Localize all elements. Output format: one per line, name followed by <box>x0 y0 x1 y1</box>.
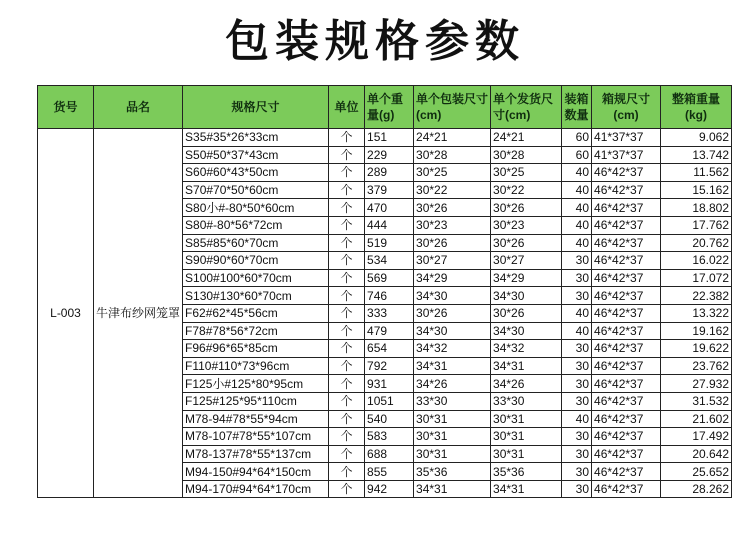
weight-cell: 151 <box>365 129 414 147</box>
header-box-weight: 整箱重量(kg) <box>661 86 732 129</box>
box-weight-cell: 15.162 <box>661 181 732 199</box>
ship-size-cell: 30*26 <box>491 234 562 252</box>
spec-cell: M94-170#94*64*170cm <box>183 480 329 498</box>
box-weight-cell: 18.802 <box>661 199 732 217</box>
box-size-cell: 46*42*37 <box>592 357 661 375</box>
ship-size-cell: 34*30 <box>491 287 562 305</box>
unit-cell: 个 <box>329 463 365 481</box>
box-size-cell: 46*42*37 <box>592 392 661 410</box>
weight-cell: 931 <box>365 375 414 393</box>
weight-cell: 229 <box>365 146 414 164</box>
ship-size-cell: 30*26 <box>491 304 562 322</box>
box-size-cell: 46*42*37 <box>592 287 661 305</box>
header-code: 货号 <box>38 86 94 129</box>
box-weight-cell: 21.602 <box>661 410 732 428</box>
pack-size-cell: 30*26 <box>414 199 491 217</box>
box-weight-cell: 13.742 <box>661 146 732 164</box>
box-size-cell: 46*42*37 <box>592 252 661 270</box>
box-qty-cell: 60 <box>562 129 592 147</box>
header-ship-size: 单个发货尺寸(cm) <box>491 86 562 129</box>
pack-size-cell: 24*21 <box>414 129 491 147</box>
box-size-cell: 46*42*37 <box>592 181 661 199</box>
box-size-cell: 46*42*37 <box>592 410 661 428</box>
table-header-row <box>38 86 732 129</box>
box-qty-cell: 30 <box>562 287 592 305</box>
ship-size-cell: 30*31 <box>491 445 562 463</box>
spec-cell: M94-150#94*64*150cm <box>183 463 329 481</box>
box-weight-cell: 19.162 <box>661 322 732 340</box>
ship-size-cell: 35*36 <box>491 463 562 481</box>
pack-size-cell: 34*32 <box>414 340 491 358</box>
box-qty-cell: 40 <box>562 181 592 199</box>
header-weight: 单个重量(g) <box>365 86 414 129</box>
box-weight-cell: 9.062 <box>661 129 732 147</box>
box-qty-cell: 40 <box>562 322 592 340</box>
box-qty-cell: 30 <box>562 480 592 498</box>
box-qty-cell: 30 <box>562 445 592 463</box>
unit-cell: 个 <box>329 234 365 252</box>
weight-cell: 540 <box>365 410 414 428</box>
box-weight-cell: 20.762 <box>661 234 732 252</box>
box-weight-cell: 25.652 <box>661 463 732 481</box>
weight-cell: 479 <box>365 322 414 340</box>
pack-size-cell: 34*30 <box>414 322 491 340</box>
weight-cell: 942 <box>365 480 414 498</box>
ship-size-cell: 34*32 <box>491 340 562 358</box>
table-body <box>38 129 732 498</box>
box-qty-cell: 40 <box>562 216 592 234</box>
spec-cell: F96#96*65*85cm <box>183 340 329 358</box>
unit-cell: 个 <box>329 181 365 199</box>
ship-size-cell: 30*31 <box>491 410 562 428</box>
box-qty-cell: 30 <box>562 357 592 375</box>
spec-cell: F62#62*45*56cm <box>183 304 329 322</box>
unit-cell: 个 <box>329 322 365 340</box>
box-weight-cell: 27.932 <box>661 375 732 393</box>
ship-size-cell: 30*26 <box>491 199 562 217</box>
weight-cell: 444 <box>365 216 414 234</box>
box-size-cell: 46*42*37 <box>592 322 661 340</box>
spec-cell: S80#-80*56*72cm <box>183 216 329 234</box>
unit-cell: 个 <box>329 146 365 164</box>
weight-cell: 583 <box>365 428 414 446</box>
box-qty-cell: 30 <box>562 463 592 481</box>
ship-size-cell: 30*23 <box>491 216 562 234</box>
box-qty-cell: 40 <box>562 234 592 252</box>
box-qty-cell: 30 <box>562 252 592 270</box>
box-qty-cell: 30 <box>562 375 592 393</box>
box-qty-cell: 40 <box>562 199 592 217</box>
ship-size-cell: 34*29 <box>491 269 562 287</box>
unit-cell: 个 <box>329 304 365 322</box>
box-weight-cell: 17.072 <box>661 269 732 287</box>
box-size-cell: 46*42*37 <box>592 375 661 393</box>
weight-cell: 1051 <box>365 392 414 410</box>
box-size-cell: 41*37*37 <box>592 129 661 147</box>
weight-cell: 534 <box>365 252 414 270</box>
pack-size-cell: 30*23 <box>414 216 491 234</box>
ship-size-cell: 30*28 <box>491 146 562 164</box>
weight-cell: 855 <box>365 463 414 481</box>
page-title: 包装规格参数 <box>225 16 525 67</box>
box-qty-cell: 30 <box>562 269 592 287</box>
pack-size-cell: 30*26 <box>414 304 491 322</box>
unit-cell: 个 <box>329 129 365 147</box>
box-weight-cell: 20.642 <box>661 445 732 463</box>
pack-size-cell: 34*30 <box>414 287 491 305</box>
unit-cell: 个 <box>329 199 365 217</box>
ship-size-cell: 34*26 <box>491 375 562 393</box>
unit-cell: 个 <box>329 357 365 375</box>
ship-size-cell: 34*30 <box>491 322 562 340</box>
box-size-cell: 46*42*37 <box>592 304 661 322</box>
box-weight-cell: 22.382 <box>661 287 732 305</box>
product-code: L-003 <box>38 129 94 498</box>
box-size-cell: 41*37*37 <box>592 146 661 164</box>
box-size-cell: 46*42*37 <box>592 340 661 358</box>
pack-size-cell: 30*31 <box>414 445 491 463</box>
ship-size-cell: 33*30 <box>491 392 562 410</box>
weight-cell: 289 <box>365 164 414 182</box>
box-weight-cell: 31.532 <box>661 392 732 410</box>
spec-cell: M78-137#78*55*137cm <box>183 445 329 463</box>
box-qty-cell: 40 <box>562 164 592 182</box>
weight-cell: 746 <box>365 287 414 305</box>
unit-cell: 个 <box>329 164 365 182</box>
pack-size-cell: 30*28 <box>414 146 491 164</box>
header-spec: 规格尺寸 <box>183 86 329 129</box>
box-weight-cell: 16.022 <box>661 252 732 270</box>
unit-cell: 个 <box>329 340 365 358</box>
unit-cell: 个 <box>329 392 365 410</box>
spec-cell: S90#90*60*70cm <box>183 252 329 270</box>
product-name: 牛津布纱网笼罩 <box>94 129 183 498</box>
header-box-size: 箱规尺寸(cm) <box>592 86 661 129</box>
packaging-spec-table <box>37 85 732 498</box>
box-weight-cell: 23.762 <box>661 357 732 375</box>
spec-cell: S35#35*26*33cm <box>183 129 329 147</box>
spec-cell: S80小#-80*50*60cm <box>183 199 329 217</box>
spec-cell: S70#70*50*60cm <box>183 181 329 199</box>
box-weight-cell: 17.492 <box>661 428 732 446</box>
pack-size-cell: 34*29 <box>414 269 491 287</box>
box-qty-cell: 60 <box>562 146 592 164</box>
spec-cell: S85#85*60*70cm <box>183 234 329 252</box>
box-weight-cell: 11.562 <box>661 164 732 182</box>
box-size-cell: 46*42*37 <box>592 463 661 481</box>
box-size-cell: 46*42*37 <box>592 216 661 234</box>
weight-cell: 519 <box>365 234 414 252</box>
ship-size-cell: 34*31 <box>491 357 562 375</box>
box-weight-cell: 13.322 <box>661 304 732 322</box>
spec-cell: M78-94#78*55*94cm <box>183 410 329 428</box>
box-size-cell: 46*42*37 <box>592 428 661 446</box>
box-qty-cell: 40 <box>562 304 592 322</box>
ship-size-cell: 24*21 <box>491 129 562 147</box>
box-size-cell: 46*42*37 <box>592 445 661 463</box>
box-qty-cell: 30 <box>562 340 592 358</box>
pack-size-cell: 33*30 <box>414 392 491 410</box>
weight-cell: 569 <box>365 269 414 287</box>
spec-cell: F110#110*73*96cm <box>183 357 329 375</box>
box-size-cell: 46*42*37 <box>592 164 661 182</box>
ship-size-cell: 34*31 <box>491 480 562 498</box>
box-qty-cell: 30 <box>562 392 592 410</box>
box-weight-cell: 19.622 <box>661 340 732 358</box>
unit-cell: 个 <box>329 287 365 305</box>
pack-size-cell: 34*26 <box>414 375 491 393</box>
box-size-cell: 46*42*37 <box>592 234 661 252</box>
box-qty-cell: 30 <box>562 428 592 446</box>
pack-size-cell: 34*31 <box>414 357 491 375</box>
pack-size-cell: 30*31 <box>414 428 491 446</box>
weight-cell: 792 <box>365 357 414 375</box>
unit-cell: 个 <box>329 428 365 446</box>
spec-cell: S60#60*43*50cm <box>183 164 329 182</box>
header-pack-size: 单个包装尺寸(cm) <box>414 86 491 129</box>
header-name: 品名 <box>94 86 183 129</box>
unit-cell: 个 <box>329 252 365 270</box>
header-box-qty: 装箱数量 <box>562 86 592 129</box>
pack-size-cell: 30*22 <box>414 181 491 199</box>
unit-cell: 个 <box>329 375 365 393</box>
unit-cell: 个 <box>329 410 365 428</box>
pack-size-cell: 35*36 <box>414 463 491 481</box>
spec-cell: S50#50*37*43cm <box>183 146 329 164</box>
box-size-cell: 46*42*37 <box>592 269 661 287</box>
ship-size-cell: 30*31 <box>491 428 562 446</box>
spec-cell: S100#100*60*70cm <box>183 269 329 287</box>
spec-cell: F125#125*95*110cm <box>183 392 329 410</box>
unit-cell: 个 <box>329 269 365 287</box>
weight-cell: 333 <box>365 304 414 322</box>
header-unit: 单位 <box>329 86 365 129</box>
unit-cell: 个 <box>329 445 365 463</box>
pack-size-cell: 30*27 <box>414 252 491 270</box>
pack-size-cell: 34*31 <box>414 480 491 498</box>
box-weight-cell: 28.262 <box>661 480 732 498</box>
table-row <box>38 129 732 147</box>
spec-cell: F125小#125*80*95cm <box>183 375 329 393</box>
weight-cell: 379 <box>365 181 414 199</box>
pack-size-cell: 30*26 <box>414 234 491 252</box>
ship-size-cell: 30*27 <box>491 252 562 270</box>
unit-cell: 个 <box>329 480 365 498</box>
box-size-cell: 46*42*37 <box>592 480 661 498</box>
unit-cell: 个 <box>329 216 365 234</box>
weight-cell: 688 <box>365 445 414 463</box>
spec-cell: F78#78*56*72cm <box>183 322 329 340</box>
spec-cell: S130#130*60*70cm <box>183 287 329 305</box>
pack-size-cell: 30*25 <box>414 164 491 182</box>
pack-size-cell: 30*31 <box>414 410 491 428</box>
box-weight-cell: 17.762 <box>661 216 732 234</box>
ship-size-cell: 30*22 <box>491 181 562 199</box>
spec-cell: M78-107#78*55*107cm <box>183 428 329 446</box>
box-qty-cell: 40 <box>562 410 592 428</box>
weight-cell: 654 <box>365 340 414 358</box>
ship-size-cell: 30*25 <box>491 164 562 182</box>
box-size-cell: 46*42*37 <box>592 199 661 217</box>
weight-cell: 470 <box>365 199 414 217</box>
